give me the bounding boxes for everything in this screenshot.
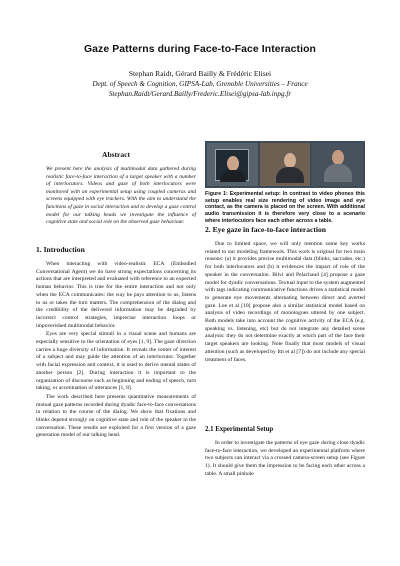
screen-frame xyxy=(215,149,249,181)
section-2-1-heading: 2.1 Experimental Setup xyxy=(205,426,274,433)
paragraph: The work described here presents quantitative measurements of mutual gaze patterns recorded during dyadic face-to-face conversations in relation to the course of the dialog. We show that fixations and blinks depend strongly on cognitive state and role of the speaker in the conversation. These results are exploited for a first version of a gaze generation model of our talking head. xyxy=(36,393,196,439)
paper-title: Gaze Patterns during Face-to-Face Interaction xyxy=(84,44,316,55)
abstract-heading: Abstract xyxy=(102,150,130,159)
paragraph: In order to investigate the patterns of eye gaze during close dyadic face-to-face interaction, we developed an experimental platform where two subjects can interact via a crossed camera-screen setup (see Figure 1). It should give them the impression to be facing each other across a table. A small pinhole xyxy=(205,440,365,477)
subject-body xyxy=(276,167,304,183)
subject-face xyxy=(332,150,344,165)
figure-panel-right xyxy=(312,143,363,186)
abstract-text: We present here the analysis of multimodal data gathered during realistic face-to-face interaction of a target speaker with a number of interlocutors. Videos and gaze of both interlocutors were monitored with an experimental setup using coupled cameras and screens equipped with eye trackers. With the aim to understand the functions of gaze in social interaction and to develop a gaze control model for our talking heads we investigate the influence of cognitive state and social role on the observed gaze behaviour. xyxy=(46,166,196,226)
paper-authors: Stephan Raidt, Gérard Bailly & Frédéric Elisei xyxy=(128,69,272,78)
paper-affiliation: Dept. of Speech & Cognition, GIPSA-Lab, Grenoble Universities – France xyxy=(92,80,308,88)
figure-1-image xyxy=(205,141,365,188)
subject-face xyxy=(284,153,296,168)
section-2-body xyxy=(205,241,365,364)
section-2-heading: 2. Eye gaze in face-to-face interaction xyxy=(205,225,327,234)
figure-panel-middle xyxy=(260,143,311,186)
section-1-heading: 1. Introduction xyxy=(36,245,85,254)
subject-body xyxy=(220,170,246,182)
subject-face xyxy=(227,156,239,171)
subject-body xyxy=(324,164,352,182)
section-2-1-body xyxy=(205,440,365,479)
figure-1-caption: Figure 1: Experimental setup: In contrast to video phones this setup enables real size rendering of video image and eye contact, as the camera is placed on the screen. With additional audio transmission it is therefore very close to a scenario where interlocutors face each other across a table. xyxy=(205,191,365,224)
paper-emails: Stephan.Raidt/Gerard.Bailly/Frederic.Elisei@gipsa-lab.inpg.fr xyxy=(108,90,292,98)
paragraph: Eyes are very special stimuli in a visual scene and humans are especially sensitive to the orientation of eyes [1, 9]. The gaze direction carries a huge diversity of information. It reveals the center of interest of a subject and may guide the attention of an interlocutor. Together with facial expression and context, it is used to derive mental states of another person [2]. During interaction it is important to the organization of discourse such as beginning and ending of speech, turn taking, or accentuation of utterances [1, 8]. xyxy=(36,331,196,392)
paragraph: Due to limited space, we will only mention some key works related to our modeling framework. This work is original for two main reasons: (a) it provides precise multimodal data (blinks, saccades, etc.) for both interlocutors and (b) it evidences the impact of role of the speaker in the conversation. Bilvi and Pelachaud [4] propose a gaze model for dyadic conversations. Textual input to the system augmented with tags indicating communicative functions drives a statistical model to generate eye movements alternating between direct and averted gaze. Lee et al [10] propose also a similar statistical model based on analysis of video recordings of monologues uttered by one subject. Both models take into account the cognitive activity of the ECA (e.g. speaking vs. listening, etc) but do not integrate any detailed scene analysis: they do not determine exactly at which part of the face their target speakers are looking. Note finally that most models of visual attention (such as developed by Itti et al [7]) do not include any special treatment of faces. xyxy=(205,241,365,363)
figure-panel-left xyxy=(207,143,258,186)
section-1-body xyxy=(36,261,196,441)
paragraph: When interacting with video-realistic ECA (Embodied Conversational Agent) we do have strong expectations concerning its actions that are interpreted and evaluated with reference to an expected human behavior. This is true for the entire interaction and not only when the ECA communicates: the way he pays attention to us, listens to us or takes the turn matters. The comprehension of the dialog and the credibility of the delivered information may be degraded by incorrect control strategies, imprecise interaction loops or impoverished multimodal behavior. xyxy=(36,261,196,329)
